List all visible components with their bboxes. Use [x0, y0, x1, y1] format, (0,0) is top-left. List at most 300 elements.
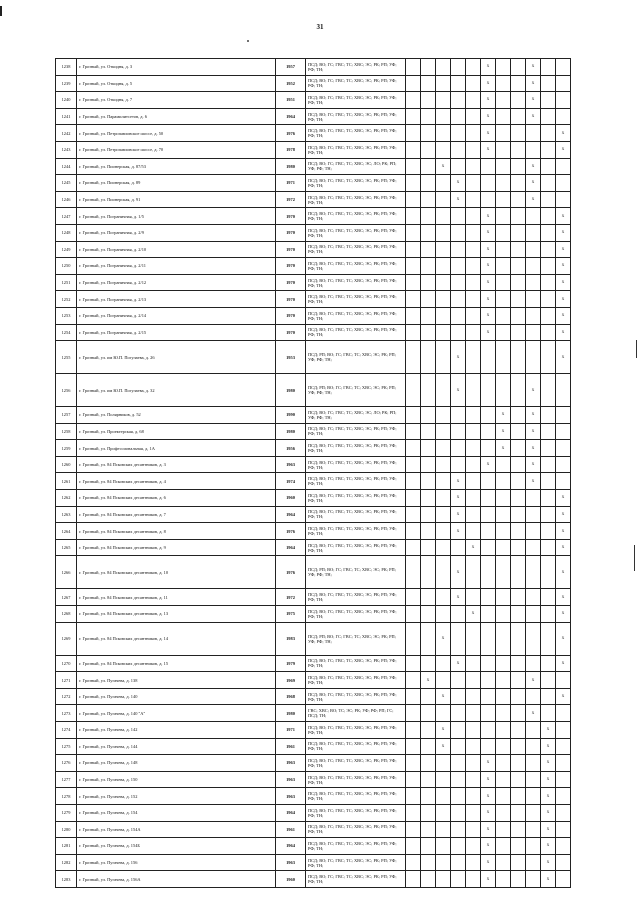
- mark-cell: x: [481, 208, 496, 225]
- mark-cell: [556, 75, 571, 92]
- mark-cell: x: [556, 307, 571, 324]
- systems-cell: ПСД; ВО; ГС; ГВС; ТС; ХВС; ЭС; РК; РП; УФ; РФ; ТН;: [306, 75, 406, 92]
- mark-cell: [511, 705, 526, 722]
- mark-cell: [526, 141, 541, 158]
- mark-cell: [451, 622, 466, 655]
- mark-cell: [436, 755, 451, 772]
- mark-cell: x: [556, 341, 571, 374]
- mark-cell: [466, 854, 481, 871]
- mark-cell: [451, 141, 466, 158]
- mark-cell: [421, 224, 436, 241]
- address-cell: г. Грозный, ул. Пионерская, д. 87/53: [77, 158, 276, 175]
- table-row: [56, 307, 571, 324]
- mark-cell: [436, 556, 451, 589]
- mark-cell: x: [556, 224, 571, 241]
- mark-cell: [421, 108, 436, 125]
- address-cell: г. Грозный, ул. Пограничная, д. 2/14: [77, 307, 276, 324]
- mark-cell: [466, 258, 481, 275]
- mark-cell: [421, 407, 436, 424]
- mark-cell: [451, 224, 466, 241]
- row-number: 1249: [56, 241, 77, 258]
- address-cell: г. Грозный, ул. Пугачева, д. 140: [77, 688, 276, 705]
- mark-cell: [511, 622, 526, 655]
- mark-cell: [421, 738, 436, 755]
- mark-cell: [496, 258, 511, 275]
- row-number: 1258: [56, 423, 77, 440]
- row-number: 1274: [56, 722, 77, 739]
- row-number: 1253: [56, 307, 77, 324]
- mark-cell: x: [556, 506, 571, 523]
- address-cell: г. Грозный, ул. Профессиональная, д. 1А: [77, 440, 276, 457]
- mark-cell: [526, 291, 541, 308]
- table-row: [56, 523, 571, 540]
- mark-cell: [406, 440, 421, 457]
- address-cell: г. Грозный, ул. им Ю.П. Погулаева, д. 32: [77, 374, 276, 407]
- mark-cell: [496, 821, 511, 838]
- systems-cell: ПСД; ВО; ГС; ГВС; ТС; ХВС; ЭС; РК; РП; УФ; РФ; ТН;: [306, 59, 406, 76]
- address-cell: г. Грозный, ул. Петропавловское шоссе, д. 70: [77, 141, 276, 158]
- mark-cell: [466, 274, 481, 291]
- mark-cell: [406, 771, 421, 788]
- year-cell: 1963: [276, 788, 306, 805]
- mark-cell: [421, 821, 436, 838]
- table-row: [56, 158, 571, 175]
- mark-cell: [466, 291, 481, 308]
- mark-cell: x: [556, 490, 571, 507]
- row-number: 1247: [56, 208, 77, 225]
- mark-cell: [556, 804, 571, 821]
- mark-cell: [406, 705, 421, 722]
- row-number: 1259: [56, 440, 77, 457]
- year-cell: 1961: [276, 738, 306, 755]
- mark-cell: [451, 324, 466, 341]
- mark-cell: x: [481, 108, 496, 125]
- mark-cell: [466, 125, 481, 142]
- mark-cell: [436, 506, 451, 523]
- mark-cell: [541, 622, 556, 655]
- mark-cell: [421, 191, 436, 208]
- table-row: [56, 771, 571, 788]
- year-cell: 1963: [276, 456, 306, 473]
- year-cell: 1956: [276, 440, 306, 457]
- mark-cell: [421, 291, 436, 308]
- mark-cell: [481, 688, 496, 705]
- mark-cell: [526, 125, 541, 142]
- mark-cell: [466, 175, 481, 192]
- mark-cell: [466, 59, 481, 76]
- mark-cell: x: [451, 506, 466, 523]
- mark-cell: [541, 92, 556, 109]
- year-cell: 1964: [276, 539, 306, 556]
- mark-cell: [406, 456, 421, 473]
- mark-cell: [481, 655, 496, 672]
- mark-cell: [556, 108, 571, 125]
- year-cell: 1960: [276, 490, 306, 507]
- mark-cell: x: [526, 407, 541, 424]
- table-row: [56, 291, 571, 308]
- address-cell: г. Грозный, ул. Пугачева, д. 150: [77, 771, 276, 788]
- mark-cell: [511, 125, 526, 142]
- mark-cell: [526, 589, 541, 606]
- mark-cell: [511, 158, 526, 175]
- mark-cell: x: [451, 175, 466, 192]
- address-cell: г. Грозный, ул. Пугачева, д. 154А: [77, 821, 276, 838]
- mark-cell: [466, 771, 481, 788]
- year-cell: 1978: [276, 141, 306, 158]
- systems-cell: ПСД; ВО; ГС; ГВС; ТС; ХВС; ЭС; РК; РП; УФ; РФ; ТН;: [306, 606, 406, 623]
- mark-cell: x: [541, 821, 556, 838]
- mark-cell: [541, 456, 556, 473]
- systems-cell: ПСД; ВО; ГС; ГВС; ТС; ХВС; ЭС; РК; РП; УФ; РФ; ТН;: [306, 191, 406, 208]
- systems-cell: ПСД; РП; ВО; ГС; ГВС; ТС; ХВС; ЭС; РК; РП; УФ; РФ; ТН;: [306, 622, 406, 655]
- mark-cell: [406, 224, 421, 241]
- mark-cell: [466, 108, 481, 125]
- systems-cell: ПСД; ВО; ГС; ГВС; ТС; ХВС; ЭС; РК; РП; УФ; РФ; ТН;: [306, 224, 406, 241]
- mark-cell: [421, 804, 436, 821]
- mark-cell: [451, 125, 466, 142]
- mark-cell: [466, 75, 481, 92]
- mark-cell: [541, 75, 556, 92]
- address-cell: г. Грозный, ул. 84 Псковских десантников, д. 7: [77, 506, 276, 523]
- table-row: [56, 59, 571, 76]
- year-cell: 1972: [276, 191, 306, 208]
- mark-cell: [556, 788, 571, 805]
- mark-cell: x: [526, 175, 541, 192]
- row-number: 1277: [56, 771, 77, 788]
- mark-cell: [421, 75, 436, 92]
- mark-cell: [466, 473, 481, 490]
- mark-cell: [481, 490, 496, 507]
- mark-cell: [421, 158, 436, 175]
- address-cell: г. Грозный, ул. 84 Псковских десантников, д. 15: [77, 655, 276, 672]
- year-cell: 1953: [276, 341, 306, 374]
- systems-cell: ПСД; ВО; ГС; ГВС; ТС; ХВС; ЭС; РК; РП; УФ; РФ; ТН;: [306, 108, 406, 125]
- year-cell: 1970: [276, 291, 306, 308]
- mark-cell: [406, 191, 421, 208]
- mark-cell: [541, 324, 556, 341]
- address-cell: г. Грозный, ул. Откидня, д. 3: [77, 59, 276, 76]
- mark-cell: [406, 92, 421, 109]
- mark-cell: [406, 854, 421, 871]
- mark-cell: [466, 589, 481, 606]
- mark-cell: x: [556, 589, 571, 606]
- mark-cell: [541, 191, 556, 208]
- mark-cell: [496, 722, 511, 739]
- year-cell: 1971: [276, 722, 306, 739]
- table-row: [56, 125, 571, 142]
- row-number: 1240: [56, 92, 77, 109]
- row-number: 1264: [56, 523, 77, 540]
- year-cell: 1983: [276, 622, 306, 655]
- systems-cell: ПСД; ВО; ГС; ГВС; ТС; ХВС; ЭС; РК; РП; УФ; РФ; ТН;: [306, 241, 406, 258]
- mark-cell: [496, 523, 511, 540]
- mark-cell: [511, 274, 526, 291]
- mark-cell: x: [481, 838, 496, 855]
- mark-cell: [421, 838, 436, 855]
- mark-cell: [436, 705, 451, 722]
- systems-cell: ПСД; ВО; ГС; ГВС; ТС; ХВС; ЭС; РК; РП; УФ; РФ; ТН;: [306, 871, 406, 888]
- systems-cell: ПСД; ВО; ГС; ГВС; ТС; ХВС; ЭС; РК; РП; УФ; РФ; ТН;: [306, 490, 406, 507]
- mark-cell: [511, 258, 526, 275]
- mark-cell: [481, 556, 496, 589]
- mark-cell: [541, 208, 556, 225]
- mark-cell: [496, 108, 511, 125]
- row-number: 1239: [56, 75, 77, 92]
- mark-cell: x: [496, 423, 511, 440]
- mark-cell: [511, 456, 526, 473]
- mark-cell: [451, 871, 466, 888]
- mark-cell: [421, 324, 436, 341]
- mark-cell: [511, 241, 526, 258]
- year-cell: 1964: [276, 506, 306, 523]
- systems-cell: ПСД; ВО; ГС; ГВС; ТС; ХВС; ЭС; РК; РП; УФ; РФ; ТН;: [306, 672, 406, 689]
- mark-cell: x: [436, 158, 451, 175]
- mark-cell: [466, 722, 481, 739]
- mark-cell: [541, 108, 556, 125]
- systems-cell: ПСД; ВО; ГС; ГВС; ТС; ХВС; ЭС; РК; РП; УФ; РФ; ТН;: [306, 688, 406, 705]
- mark-cell: [436, 175, 451, 192]
- mark-cell: [556, 871, 571, 888]
- row-number: 1257: [56, 407, 77, 424]
- mark-cell: [496, 175, 511, 192]
- table-row: [56, 108, 571, 125]
- mark-cell: [421, 473, 436, 490]
- mark-cell: x: [451, 191, 466, 208]
- table-row: [56, 606, 571, 623]
- year-cell: 1970: [276, 224, 306, 241]
- mark-cell: [421, 440, 436, 457]
- mark-cell: [436, 871, 451, 888]
- address-cell: г. Грозный, ул. Откидня, д. 5: [77, 75, 276, 92]
- scan-dot: [247, 40, 249, 42]
- mark-cell: [406, 208, 421, 225]
- mark-cell: x: [556, 324, 571, 341]
- mark-cell: [496, 838, 511, 855]
- mark-cell: [451, 539, 466, 556]
- mark-cell: [436, 771, 451, 788]
- mark-cell: [436, 374, 451, 407]
- mark-cell: [466, 456, 481, 473]
- mark-cell: [541, 59, 556, 76]
- mark-cell: [436, 108, 451, 125]
- mark-cell: [481, 341, 496, 374]
- address-cell: г. Грозный, ул. Пугачева, д. 154: [77, 804, 276, 821]
- mark-cell: [556, 705, 571, 722]
- mark-cell: [556, 374, 571, 407]
- mark-cell: x: [481, 456, 496, 473]
- mark-cell: [406, 539, 421, 556]
- mark-cell: [436, 606, 451, 623]
- mark-cell: x: [556, 655, 571, 672]
- table-row: [56, 821, 571, 838]
- systems-cell: ПСД; ВО; ГС; ГВС; ТС; ХВС; ЭС; РК; РП; УФ; РФ; ТН;: [306, 506, 406, 523]
- mark-cell: x: [556, 274, 571, 291]
- mark-cell: [541, 241, 556, 258]
- mark-cell: [406, 821, 421, 838]
- address-cell: г. Грозный, ул. Пугачева, д. 152: [77, 788, 276, 805]
- mark-cell: [466, 440, 481, 457]
- mark-cell: x: [526, 59, 541, 76]
- mark-cell: [466, 92, 481, 109]
- mark-cell: [526, 307, 541, 324]
- mark-cell: x: [481, 92, 496, 109]
- row-number: 1278: [56, 788, 77, 805]
- systems-cell: ПСД; ВО; ГС; ГВС; ТС; ХВС; ЭС; РК; РП; УФ; РФ; ТН;: [306, 175, 406, 192]
- address-cell: г. Грозный, ул. Петропавловское шоссе, д. 50: [77, 125, 276, 142]
- year-cell: 1969: [276, 672, 306, 689]
- mark-cell: x: [541, 804, 556, 821]
- mark-cell: x: [556, 241, 571, 258]
- mark-cell: x: [526, 473, 541, 490]
- mark-cell: [421, 341, 436, 374]
- mark-cell: [526, 688, 541, 705]
- year-cell: 1974: [276, 473, 306, 490]
- mark-cell: [421, 59, 436, 76]
- mark-cell: [451, 440, 466, 457]
- mark-cell: [496, 291, 511, 308]
- year-cell: 1972: [276, 589, 306, 606]
- mark-cell: [556, 672, 571, 689]
- year-cell: 1979: [276, 655, 306, 672]
- mark-cell: x: [526, 92, 541, 109]
- mark-cell: [556, 440, 571, 457]
- mark-cell: [406, 75, 421, 92]
- row-number: 1248: [56, 224, 77, 241]
- address-cell: г. Грозный, ул. Полярников, д. 52: [77, 407, 276, 424]
- mark-cell: [406, 175, 421, 192]
- mark-cell: [451, 291, 466, 308]
- mark-cell: [421, 506, 436, 523]
- mark-cell: [436, 125, 451, 142]
- mark-cell: [436, 208, 451, 225]
- mark-cell: x: [481, 821, 496, 838]
- mark-cell: [511, 556, 526, 589]
- mark-cell: [496, 771, 511, 788]
- year-cell: 1970: [276, 274, 306, 291]
- row-number: 1254: [56, 324, 77, 341]
- mark-cell: [526, 490, 541, 507]
- mark-cell: x: [541, 838, 556, 855]
- mark-cell: [541, 539, 556, 556]
- table-row: [56, 175, 571, 192]
- mark-cell: [481, 473, 496, 490]
- year-cell: 1976: [276, 556, 306, 589]
- mark-cell: [481, 374, 496, 407]
- mark-cell: [481, 539, 496, 556]
- address-cell: г. Грозный, ул. 84 Псковских десантников, д. 10: [77, 556, 276, 589]
- systems-cell: ПСД; ВО; ГС; ГВС; ТС; ХВС; ЭС; РК; РП; УФ; РФ; ТН;: [306, 258, 406, 275]
- mark-cell: [436, 821, 451, 838]
- mark-cell: [556, 456, 571, 473]
- mark-cell: [496, 208, 511, 225]
- mark-cell: [406, 374, 421, 407]
- mark-cell: [421, 125, 436, 142]
- mark-cell: [496, 788, 511, 805]
- mark-cell: [541, 606, 556, 623]
- mark-cell: [451, 672, 466, 689]
- mark-cell: [481, 506, 496, 523]
- mark-cell: [421, 622, 436, 655]
- mark-cell: [466, 341, 481, 374]
- mark-cell: [556, 738, 571, 755]
- systems-cell: ПСД; ВО; ГС; ГВС; ТС; ХВС; ЭС; РК; РП; УФ; РФ; ТН;: [306, 291, 406, 308]
- mark-cell: [406, 274, 421, 291]
- mark-cell: [556, 838, 571, 855]
- mark-cell: x: [556, 258, 571, 275]
- mark-cell: [496, 473, 511, 490]
- mark-cell: [406, 804, 421, 821]
- mark-cell: [406, 606, 421, 623]
- mark-cell: [511, 738, 526, 755]
- mark-cell: [556, 191, 571, 208]
- row-number: 1246: [56, 191, 77, 208]
- page-number: 31: [316, 23, 324, 31]
- mark-cell: x: [541, 755, 556, 772]
- mark-cell: x: [526, 423, 541, 440]
- mark-cell: [526, 556, 541, 589]
- mark-cell: [511, 788, 526, 805]
- scan-mark: [0, 6, 2, 16]
- mark-cell: [406, 838, 421, 855]
- year-cell: 1952: [276, 75, 306, 92]
- table-row: [56, 788, 571, 805]
- mark-cell: [541, 473, 556, 490]
- mark-cell: [406, 506, 421, 523]
- mark-cell: [436, 274, 451, 291]
- mark-cell: [451, 456, 466, 473]
- mark-cell: [406, 407, 421, 424]
- mark-cell: [511, 59, 526, 76]
- mark-cell: x: [451, 523, 466, 540]
- mark-cell: x: [541, 854, 556, 871]
- systems-cell: ПСД; РП; ВО; ГС; ГВС; ТС; ХВС; ЭС; РК; РП; УФ; РФ; ТН;: [306, 556, 406, 589]
- mark-cell: [556, 175, 571, 192]
- mark-cell: x: [436, 688, 451, 705]
- table-row: [56, 456, 571, 473]
- address-cell: г. Грозный, ул. Откидня, д. 7: [77, 92, 276, 109]
- mark-cell: x: [436, 722, 451, 739]
- mark-cell: [436, 473, 451, 490]
- mark-cell: [466, 158, 481, 175]
- mark-cell: [421, 539, 436, 556]
- mark-cell: [511, 224, 526, 241]
- address-cell: г. Грозный, ул. 84 Псковских десантников, д. 13: [77, 606, 276, 623]
- mark-cell: [496, 307, 511, 324]
- mark-cell: x: [481, 274, 496, 291]
- mark-cell: [436, 258, 451, 275]
- mark-cell: [541, 440, 556, 457]
- mark-cell: [436, 589, 451, 606]
- row-number: 1244: [56, 158, 77, 175]
- table-row: [56, 341, 571, 374]
- mark-cell: [541, 158, 556, 175]
- year-cell: 1964: [276, 108, 306, 125]
- mark-cell: [421, 523, 436, 540]
- systems-cell: ПСД; ВО; ГС; ГВС; ТС; ХВС; ЭС; РК; РП; УФ; РФ; ТН;: [306, 456, 406, 473]
- mark-cell: [541, 407, 556, 424]
- mark-cell: [421, 307, 436, 324]
- mark-cell: [511, 771, 526, 788]
- year-cell: 1970: [276, 324, 306, 341]
- row-number: 1269: [56, 622, 77, 655]
- address-cell: г. Грозный, ул. Пограничная, д. 2/13: [77, 291, 276, 308]
- systems-cell: ПСД; ВО; ГС; ГВС; ТС; ХВС; ЭС; РК; РП; УФ; РФ; ТН;: [306, 838, 406, 855]
- address-cell: г. Грозный, ул. Пограничная, д. 2/10: [77, 241, 276, 258]
- mark-cell: [406, 158, 421, 175]
- systems-cell: ПСД; ВО; ГС; ГВС; ТС; ХВС; ЭС; РК; РП; УФ; РФ; ТН;: [306, 523, 406, 540]
- mark-cell: [421, 788, 436, 805]
- scan-edge-mark: [634, 545, 635, 571]
